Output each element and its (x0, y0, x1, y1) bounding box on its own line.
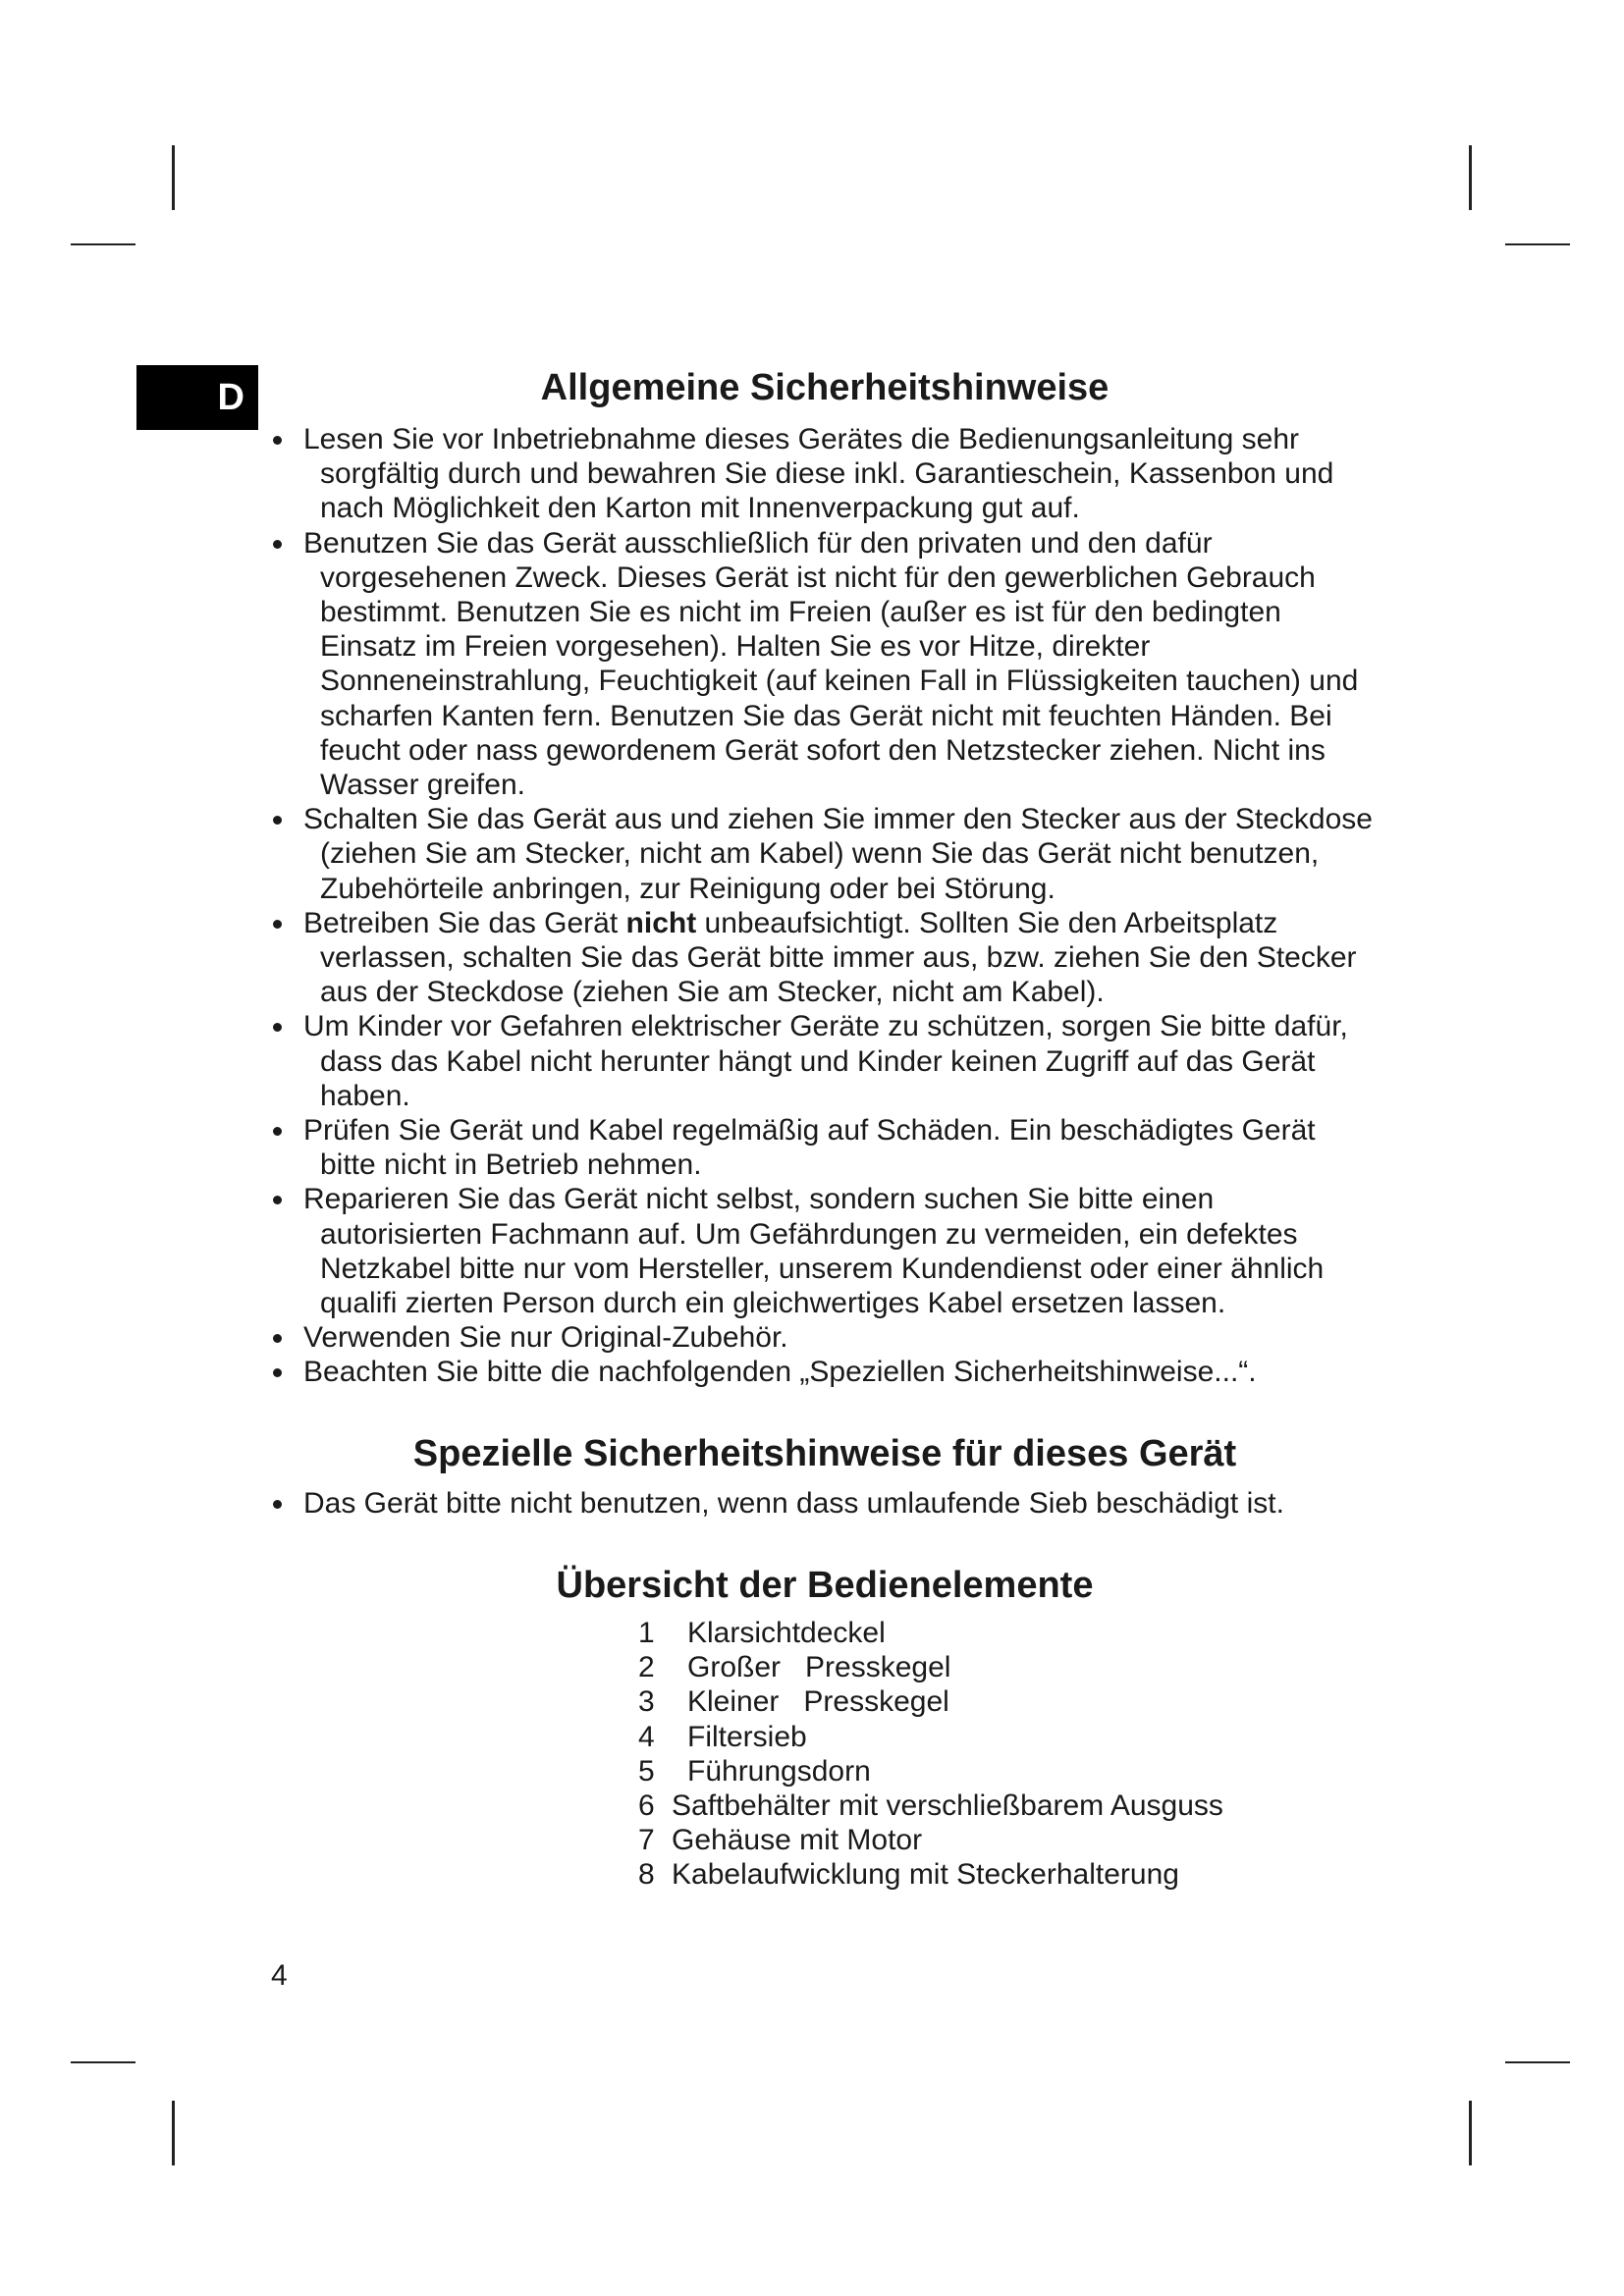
part-label: Saftbehälter mit verschließbarem Ausguss (672, 1789, 1223, 1823)
list-item: Um Kinder vor Gefahren elektrischer Geräte zu schützen, sorgen Sie bitte dafür, dass das Kabel nicht herunter hängt und Kinder keinen Zugriff auf das Gerät haben. (265, 1009, 1375, 1113)
list-item (265, 906, 1375, 1010)
part-label: Führungsdorn (687, 1754, 871, 1788)
general-safety-list (265, 422, 1375, 1390)
emphasis-text: nicht (625, 906, 697, 939)
part-number: 7 (638, 1824, 655, 1857)
part-item (638, 1857, 1223, 1892)
part-number: 2 (638, 1651, 655, 1684)
page-number: 4 (271, 1959, 288, 1992)
part-number: 1 (638, 1617, 655, 1649)
crop-mark (172, 145, 175, 210)
list-item: Schalten Sie das Gerät aus und ziehen Sie immer den Stecker aus der Steckdose (ziehen Sie am Stecker, nicht am Kabel) wenn Sie das Gerät nicht benutzen, Zubehörteile anbringen, zur Reinigung oder bei Störung. (265, 802, 1375, 906)
list-item: Prüfen Sie Gerät und Kabel regelmäßig auf Schäden. Ein beschädigtes Gerät bitte nicht in Betrieb nehmen. (265, 1113, 1375, 1182)
crop-mark (71, 2061, 135, 2063)
list-item: Reparieren Sie das Gerät nicht selbst, sondern suchen Sie bitte einen autorisierten Fachmann auf. Um Gefährdungen zu vermeiden, ein defektes Netzkabel bitte nur vom Hersteller, unserem Kundendienst oder einer ähnlich qualifi zierten Person durch ein gleichwertiges Kabel ersetzen lassen. (265, 1182, 1375, 1320)
special-safety-list (265, 1486, 1375, 1521)
language-tab: D (136, 365, 258, 430)
section-title-controls-overview: Übersicht der Bedienelemente (556, 1565, 1094, 1606)
part-item (638, 1616, 1223, 1650)
part-item (638, 1650, 1223, 1684)
part-number: 6 (638, 1789, 655, 1823)
controls-parts-list (638, 1616, 1223, 1893)
crop-mark (1469, 2101, 1472, 2165)
part-number: 4 (638, 1720, 655, 1753)
list-item: Beachten Sie bitte die nachfolgenden „Speziellen Sicherheitshinweise...“. (265, 1355, 1375, 1389)
part-number: 5 (638, 1754, 655, 1788)
part-label: Gehäuse mit Motor (672, 1824, 923, 1857)
part-item (638, 1754, 1223, 1789)
crop-mark (1505, 243, 1570, 245)
part-label: Großer Presskegel (687, 1651, 951, 1684)
part-label: Klarsichtdeckel (687, 1617, 886, 1649)
list-item: Das Gerät bitte nicht benutzen, wenn dass umlaufende Sieb beschädigt ist. (265, 1486, 1375, 1521)
part-label: Filtersieb (687, 1720, 807, 1753)
list-item: Verwenden Sie nur Original-Zubehör. (265, 1320, 1375, 1355)
part-number: 8 (638, 1858, 655, 1892)
crop-mark (1469, 145, 1472, 210)
part-label: Kleiner Presskegel (687, 1685, 949, 1719)
crop-mark (1505, 2061, 1570, 2063)
list-item: Benutzen Sie das Gerät ausschließlich für den privaten und den dafür vorgesehenen Zweck. Dieses Gerät ist nicht für den gewerblichen Gebrauch bestimmt. Benutzen Sie es nicht im Freien (außer es ist für den bedingten Einsatz im Freien vorgesehen). Halten Sie es vor Hitze, direkter Sonneneinstrahlung, Feuchtigkeit (auf keinen Fall in Flüssigkeiten tauchen) und scharfen Kanten fern. Benutzen Sie das Gerät nicht mit feuchten Händen. Bei feucht oder nass gewordenem Gerät sofort den Netzstecker ziehen. Nicht ins Wasser greifen. (265, 526, 1375, 803)
crop-mark (71, 243, 135, 245)
part-item (638, 1720, 1223, 1754)
part-item (638, 1823, 1223, 1857)
section-title-special-safety: Spezielle Sicherheitshinweise für dieses Gerät (412, 1433, 1237, 1474)
list-item: Lesen Sie vor Inbetriebnahme dieses Gerätes die Bedienungsanleitung sehr sorgfältig durch und bewahren Sie diese inkl. Garantieschein, Kassenbon und nach Möglichkeit den Karton mit Innenverpackung gut auf. (265, 422, 1375, 526)
part-number: 3 (638, 1685, 655, 1719)
part-label: Kabelaufwicklung mit Steckerhalterung (672, 1858, 1179, 1892)
crop-mark (172, 2101, 175, 2165)
text-run: Betreiben Sie das Gerät (303, 906, 626, 939)
part-item (638, 1789, 1223, 1823)
text-run: unbeaufsichtigt. Sollten Sie den Arbeitsplatz verlassen, schalten Sie das Gerät bitte immer aus, bzw. ziehen Sie den Stecker aus der Steckdose (ziehen Sie am Stecker, nicht am Kabel). (320, 906, 1357, 1009)
part-item (638, 1684, 1223, 1719)
section-title-general-safety: Allgemeine Sicherheitshinweise (540, 367, 1110, 408)
